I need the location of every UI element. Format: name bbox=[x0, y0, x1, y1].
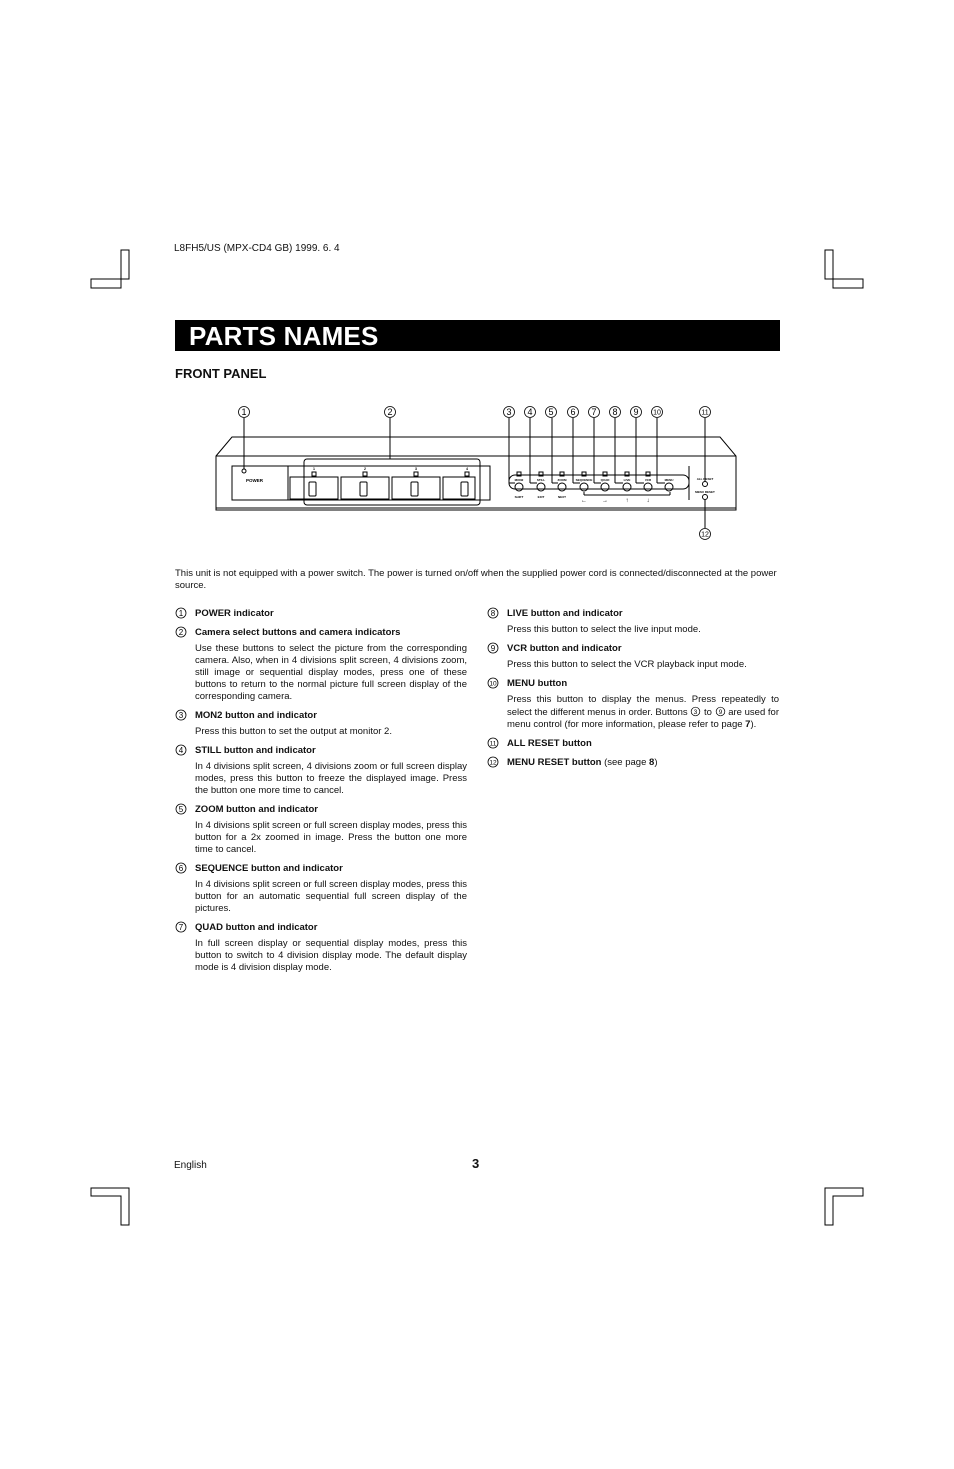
intro-paragraph: This unit is not equipped with a power switch. The power is turned on/off when the supplied power cord is connected/disconnected at the power source. bbox=[175, 568, 777, 591]
callout-1: 1 bbox=[241, 407, 247, 417]
svg-text:11: 11 bbox=[489, 740, 497, 748]
arrow-up-icon: ↑ bbox=[625, 498, 629, 504]
parts-list-right bbox=[487, 608, 779, 776]
list-item bbox=[487, 738, 779, 750]
item-title: ALL RESET button bbox=[507, 738, 592, 749]
list-item bbox=[175, 804, 467, 856]
panel-label-next: NEXT bbox=[557, 495, 567, 499]
panel-label-shift: SHIFT bbox=[514, 495, 524, 499]
item-title: STILL button and indicator bbox=[195, 745, 316, 756]
item-title: MON2 button and indicator bbox=[195, 710, 317, 721]
svg-text:12: 12 bbox=[489, 759, 497, 767]
callout-3: 3 bbox=[506, 407, 512, 417]
item-title: VCR button and indicator bbox=[507, 643, 622, 654]
list-item bbox=[487, 643, 779, 671]
svg-text:5: 5 bbox=[178, 805, 184, 814]
item-title: LIVE button and indicator bbox=[507, 608, 623, 619]
front-panel-figure bbox=[0, 395, 954, 550]
item-title: ZOOM button and indicator bbox=[195, 804, 318, 815]
panel-label-mon2: MON2 bbox=[514, 478, 524, 482]
item-description: In 4 divisions split screen or full screen display modes, press this button for a 2x zoomed in image. Press the button one more time to cancel. bbox=[195, 820, 467, 855]
svg-text:10: 10 bbox=[489, 680, 497, 688]
circled-number-12-icon bbox=[487, 756, 501, 770]
list-item bbox=[175, 627, 467, 703]
footer-language: English bbox=[174, 1160, 207, 1171]
circled-number-4-icon bbox=[175, 744, 189, 758]
arrow-right-icon: → bbox=[602, 498, 608, 504]
panel-label-all-reset: ALL RESET bbox=[696, 477, 714, 481]
item-description: In 4 divisions split screen or full screen display modes, press this button for an automatic sequential full screen display of the pictures. bbox=[195, 879, 467, 914]
svg-text:4: 4 bbox=[178, 746, 184, 755]
callout-4: 4 bbox=[527, 407, 533, 417]
circled-number-8-icon bbox=[487, 607, 501, 621]
callout-12: 12 bbox=[701, 531, 709, 539]
callout-2: 2 bbox=[387, 407, 393, 417]
svg-text:6: 6 bbox=[178, 864, 184, 873]
svg-text:7: 7 bbox=[178, 923, 184, 932]
title-banner bbox=[175, 320, 780, 351]
arrow-left-icon: ← bbox=[581, 498, 587, 504]
item-description: Press this button to select the live input mode. bbox=[507, 624, 701, 635]
panel-label-live: LIVE bbox=[623, 478, 631, 482]
circled-number-9-icon bbox=[487, 642, 501, 656]
panel-label-cam3: 3 bbox=[415, 467, 417, 471]
svg-text:1: 1 bbox=[178, 609, 184, 618]
item-title: Camera select buttons and camera indicators bbox=[195, 627, 401, 638]
page-title: PARTS NAMES bbox=[189, 321, 379, 351]
panel-label-cam2: 2 bbox=[364, 467, 366, 471]
circled-number-3-icon bbox=[175, 709, 189, 723]
section-title: FRONT PANEL bbox=[175, 366, 267, 381]
circled-number-10-icon bbox=[487, 677, 501, 691]
item-title: MENU RESET button (see page 8) bbox=[507, 757, 658, 768]
panel-label-zoom: ZOOM bbox=[557, 478, 567, 482]
callout-7: 7 bbox=[591, 407, 597, 417]
item-description: Press this button to set the output at monitor 2. bbox=[195, 726, 392, 737]
callout-8: 8 bbox=[612, 407, 618, 417]
callout-10: 10 bbox=[653, 409, 661, 417]
panel-label-exit: EXIT bbox=[537, 495, 545, 499]
item-title: QUAD button and indicator bbox=[195, 922, 318, 933]
circled-number-7-icon bbox=[175, 921, 189, 935]
panel-label-sequence: SEQUENCE bbox=[575, 478, 593, 482]
item-title: MENU button bbox=[507, 678, 568, 689]
item-description: Press this button to display the menus. Press repeatedly to select the different menus in order. Buttons 3 to 9 are used for menu control (for more information, please refer to page 7). bbox=[507, 694, 779, 730]
panel-label-vcr: VCR bbox=[644, 478, 652, 482]
item-description: Use these buttons to select the picture from the corresponding camera. Also, when in 4 divisions split screen, 4 divisions zoom, still image or sequential display modes, press one of these buttons to return to the normal picture full screen display of the corresponding camera. bbox=[195, 643, 467, 702]
parts-list-left bbox=[175, 608, 467, 981]
list-item bbox=[175, 608, 467, 620]
item-description: In 4 divisions split screen, 4 divisions zoom or full screen display modes, press this button to freeze the displayed image. Press the button one more time to cancel. bbox=[195, 761, 467, 796]
list-item bbox=[487, 608, 779, 636]
item-description: Press this button to select the VCR playback input mode. bbox=[507, 659, 747, 670]
panel-label-cam4: 4 bbox=[466, 467, 468, 471]
panel-label-cam1: 1 bbox=[313, 467, 315, 471]
svg-text:3: 3 bbox=[178, 711, 184, 720]
panel-label-quad: QUAD bbox=[600, 478, 610, 482]
panel-label-menu-reset: MENU RESET bbox=[695, 490, 715, 494]
callout-6: 6 bbox=[570, 407, 576, 417]
circled-number-11-icon bbox=[487, 737, 501, 751]
callout-11: 11 bbox=[701, 409, 709, 417]
circled-number-5-icon bbox=[175, 803, 189, 817]
arrow-down-icon: ↓ bbox=[646, 498, 650, 504]
svg-text:9: 9 bbox=[490, 644, 496, 653]
svg-text:8: 8 bbox=[490, 609, 496, 618]
document-code: L8FH5/US (MPX-CD4 GB) 1999. 6. 4 bbox=[174, 243, 340, 254]
item-title: SEQUENCE button and indicator bbox=[195, 863, 343, 874]
item-title: POWER indicator bbox=[195, 608, 274, 619]
svg-text:2: 2 bbox=[178, 628, 184, 637]
svg-text:9: 9 bbox=[718, 708, 722, 716]
list-item bbox=[175, 745, 467, 797]
circled-number-1-icon bbox=[175, 607, 189, 621]
panel-label-menu: MENU bbox=[664, 478, 674, 482]
panel-label-power: POWER bbox=[246, 478, 264, 483]
list-item bbox=[487, 757, 779, 769]
page-number: 3 bbox=[472, 1156, 480, 1171]
circled-number-9-icon bbox=[715, 706, 726, 717]
list-item bbox=[487, 678, 779, 731]
list-item bbox=[175, 710, 467, 738]
callout-9: 9 bbox=[633, 407, 639, 417]
svg-text:3: 3 bbox=[694, 708, 698, 716]
list-item bbox=[175, 922, 467, 974]
panel-label-still: STILL bbox=[536, 478, 546, 482]
list-item bbox=[175, 863, 467, 915]
circled-number-6-icon bbox=[175, 862, 189, 876]
circled-number-2-icon bbox=[175, 626, 189, 640]
item-description: In full screen display or sequential display modes, press this button to switch to 4 division display mode. The default display mode is 4 division display mode. bbox=[195, 938, 467, 973]
callout-5: 5 bbox=[548, 407, 554, 417]
circled-number-3-icon bbox=[690, 706, 701, 717]
